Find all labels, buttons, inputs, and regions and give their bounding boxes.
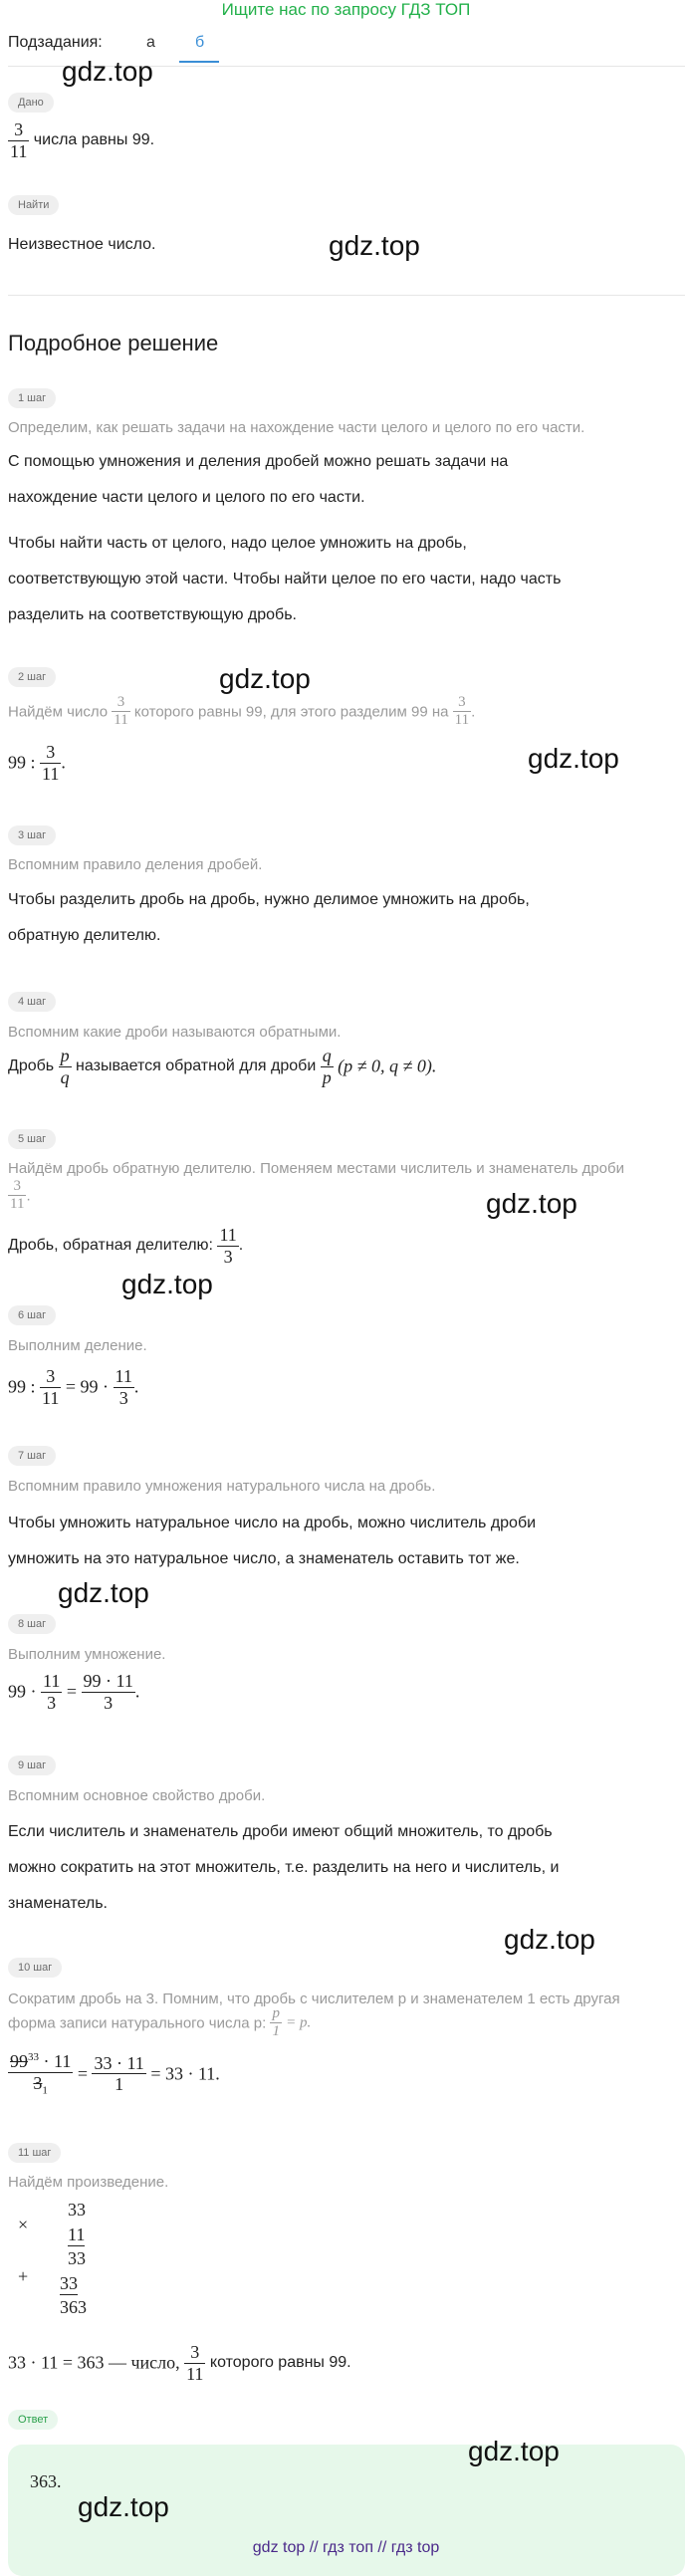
hint-fraction [453, 694, 471, 730]
step-hint: Вспомним правило деления дробей. [8, 856, 263, 873]
frac-den: 11 [42, 1387, 60, 1408]
answer-chip: Ответ [8, 2410, 58, 2430]
formula-fraction [217, 1225, 238, 1267]
step-formula [8, 1671, 139, 1713]
formula-part: 99 : [8, 1376, 36, 1397]
frac-den: 1 [272, 2023, 280, 2040]
watermark: gdz.top [468, 2436, 560, 2466]
step-text: разделить на соответствующую дробь. [8, 606, 297, 623]
step-text: знаменатель. [8, 1895, 108, 1912]
step-formula [8, 1046, 436, 1087]
hint-part: Найдём число [8, 703, 109, 721]
formula-part: . [61, 752, 66, 773]
frac-num: 3 [8, 1178, 26, 1196]
frac-den: 3 [104, 1692, 114, 1713]
formula-part: 99 : [8, 752, 36, 773]
formula-part: = 99 · [65, 1376, 110, 1397]
watermark: gdz.top [78, 2491, 169, 2522]
step-hint: Найдём произведение. [8, 2174, 169, 2191]
frac-num: 3 [112, 694, 129, 712]
frac-num: 3 [40, 1366, 61, 1388]
step-result [8, 2342, 351, 2384]
plus-sign: + [18, 2266, 29, 2286]
step-chip: 10 шаг [8, 1958, 62, 1978]
frac-den: 11 [454, 712, 470, 729]
frac-part: · 11 [43, 2051, 72, 2071]
step-text: Чтобы найти часть от целого, надо целое умножить на дробь, [8, 535, 467, 552]
step-hint: Определим, как решать задачи на нахождение части целого и целого по его части. [8, 419, 585, 436]
formula-fraction [41, 1671, 62, 1713]
reduced-number: 1 [42, 2084, 48, 2097]
watermark: gdz.top [121, 1269, 213, 1299]
reduced-number: 33 [28, 2051, 39, 2063]
step-chip: 7 шаг [8, 1446, 56, 1466]
step-text: Чтобы разделить дробь на дробь, нужно делимое умножить на дробь, [8, 891, 530, 908]
formula-part: = [66, 1681, 77, 1702]
frac-num: 11 [219, 1225, 237, 1245]
column-multiplication [0, 2197, 100, 2336]
step-hint: Выполним деление. [8, 1337, 147, 1354]
watermark: gdz.top [62, 56, 153, 87]
hint-part: . [26, 1187, 31, 1205]
frac-num: 3 [40, 742, 61, 764]
find-text: Неизвестное число. [8, 236, 156, 253]
frac-den: q [60, 1066, 70, 1087]
step-text: нахождение части целого и целого по его части. [8, 489, 365, 506]
given-chip: Дано [8, 93, 54, 113]
formula-fraction [321, 1046, 334, 1087]
step-hint: Вспомним какие дроби называются обратными. [8, 1024, 342, 1041]
hint-part: . [471, 703, 476, 721]
given-num: 3 [8, 119, 29, 141]
divider [8, 295, 685, 296]
frac-num: 11 [115, 1366, 132, 1386]
formula-fraction [40, 742, 61, 784]
step-chip: 6 шаг [8, 1305, 56, 1325]
find-chip: Найти [8, 195, 59, 215]
formula-part: 99 · [8, 1681, 37, 1702]
watermark: gdz.top [486, 1188, 577, 1219]
frac-num: 3 [184, 2342, 205, 2364]
given-text: числа равны 99. [33, 131, 155, 149]
frac-num: p [60, 1046, 70, 1065]
frac-den: 3 [118, 1387, 128, 1408]
tab-a[interactable]: а [146, 34, 155, 51]
step-hint [8, 1178, 31, 1214]
solution-title: Подробное решение [8, 331, 219, 355]
formula-fraction [82, 1671, 135, 1713]
step-hint: Выполним умножение. [8, 1646, 166, 1663]
given-statement [8, 119, 154, 161]
step-hint: Найдём дробь обратную делителю. Поменяем местами числитель и знаменатель дроби [8, 1160, 624, 1177]
frac-den: 11 [42, 763, 60, 784]
formula-part: называется обратной для дроби [76, 1057, 317, 1075]
step-formula [8, 1225, 243, 1267]
frac-num: 3 [453, 694, 471, 712]
column-row: 33 [68, 2248, 86, 2268]
hint-part: которого равны 99, для этого разделим 99 на [133, 703, 449, 721]
cancelled-number: 99 [10, 2051, 28, 2071]
result-part: которого равны 99. [209, 2354, 351, 2372]
frac-den: 11 [186, 2363, 204, 2384]
formula-part: . [134, 1681, 140, 1702]
frac-num: 11 [43, 1671, 61, 1691]
step-hint [8, 2005, 311, 2041]
frac-den: 1 [115, 2074, 124, 2095]
frac-den: 11 [10, 1196, 25, 1213]
step-text: умножить на это натуральное число, а знаменатель оставить тот же. [8, 1550, 520, 1567]
hint-fraction [270, 2005, 282, 2041]
frac-num: 99 · 11 [83, 1671, 133, 1691]
watermark: gdz.top [58, 1577, 149, 1608]
step-hint: Сократим дробь на 3. Помним, что дробь с числителем p и знаменателем 1 есть другая [8, 1991, 620, 2007]
formula-part: = 33 · 11. [150, 2063, 220, 2084]
column-row: 33 [60, 2273, 78, 2293]
frac-num: p [270, 2005, 282, 2023]
hint-fraction [8, 1178, 26, 1214]
formula-fraction [92, 2053, 145, 2095]
given-den: 11 [10, 140, 28, 161]
step-formula [8, 1366, 138, 1408]
formula-part: Дробь, обратная делителю: [8, 1237, 213, 1255]
frac-num: 33 · 11 [94, 2052, 144, 2073]
watermark: gdz.top [504, 1924, 595, 1955]
formula-fraction [40, 1366, 61, 1408]
formula-part: = [77, 2063, 88, 2084]
step-formula [8, 742, 66, 784]
frac-num [8, 2051, 73, 2073]
step-text: обратную делителю. [8, 927, 161, 944]
step-chip: 3 шаг [8, 825, 56, 845]
subtasks-label: Подзадания: [8, 34, 103, 51]
formula-part: Дробь [8, 1057, 55, 1075]
footer-links[interactable]: gdz top // гдз топ // гдз top [252, 2539, 440, 2556]
column-row: 33 [68, 2200, 86, 2220]
step-chip: 9 шаг [8, 1756, 56, 1775]
formula-part: (p ≠ 0, q ≠ 0). [338, 1055, 437, 1076]
active-tab-underline [179, 61, 219, 63]
frac-den: 3 [47, 1692, 57, 1713]
step-chip: 4 шаг [8, 992, 56, 1012]
column-row: 363 [60, 2297, 87, 2317]
formula-part: . [133, 1376, 139, 1397]
formula-fraction [8, 2051, 73, 2097]
frac-num: q [322, 1046, 332, 1065]
step-chip: 5 шаг [8, 1129, 56, 1149]
watermark: gdz.top [528, 743, 619, 774]
formula-fraction [59, 1046, 72, 1087]
given-fraction [8, 119, 29, 161]
frac-den: p [322, 1066, 332, 1087]
multiply-sign: × [18, 2215, 29, 2234]
promo-banner[interactable]: Ищите нас по запросу ГДЗ ТОП [221, 0, 471, 19]
frac-den [8, 2073, 73, 2097]
step-chip: 8 шаг [8, 1614, 56, 1634]
column-row: 11 [68, 2225, 86, 2244]
result-part: 33 · 11 = 363 — число, [8, 2352, 180, 2373]
formula-part: . [238, 1237, 244, 1255]
frac-den: 3 [223, 1246, 233, 1267]
watermark: gdz.top [329, 230, 420, 261]
formula-fraction [114, 1366, 134, 1408]
step-text: С помощью умножения и деления дробей можно решать задачи на [8, 453, 509, 470]
step-chip: 11 шаг [8, 2143, 61, 2163]
watermark: gdz.top [219, 663, 311, 694]
step-text: Чтобы умножить натуральное число на дробь, можно числитель дроби [8, 1515, 537, 1531]
hint-part: = p. [286, 2014, 312, 2031]
step-text: соответствующую этой части. Чтобы найти целое по его части, надо часть [8, 571, 562, 587]
step-chip: 1 шаг [8, 388, 56, 408]
cancelled-number: 3 [33, 2072, 43, 2093]
step-chip: 2 шаг [8, 667, 56, 687]
step-text: можно сократить на этот множитель, т.е. разделить на него и числитель, и [8, 1859, 560, 1876]
result-fraction [184, 2342, 205, 2384]
answer-value: 363. [30, 2471, 62, 2491]
step-text: Если числитель и знаменатель дроби имеют общий множитель, то дробь [8, 1823, 553, 1840]
step-hint [8, 694, 475, 730]
frac-den: 11 [114, 712, 128, 729]
step-formula [8, 2051, 220, 2097]
hint-part: форма записи натурального числа p: [8, 2014, 267, 2032]
step-hint: Вспомним правило умножения натурального числа на дробь. [8, 1478, 436, 1495]
tab-b[interactable]: б [195, 34, 205, 51]
step-hint: Вспомним основное свойство дроби. [8, 1787, 266, 1804]
hint-fraction [112, 694, 129, 730]
